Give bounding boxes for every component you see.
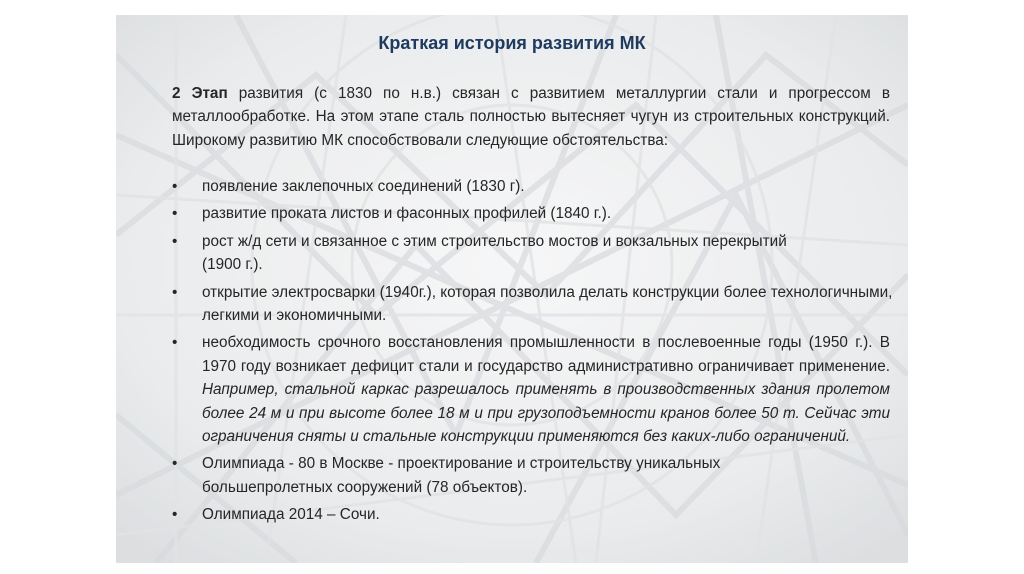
list-item-italic: Например, стальной каркас разрешалось применять в производственных здания пролетом более 24 м и при высоте более 18 м и при грузоподъемности кранов более 50 т. Сейчас эти ограничения сняты и стальные конструкции применяются без каких-либо ограничений. <box>202 381 890 446</box>
list-item <box>172 331 890 448</box>
list-item-text: появление заклепочных соединений (1830 г). <box>202 178 525 195</box>
bullet-marker: • <box>172 283 178 301</box>
intro-rest: развития (с 1830 по н.в.) связан с развитием металлургии стали и прогрессом в металлообработке. На этом этапе сталь полностью вытесняет чугун из строительных конструкций. Широкому развитию МК способствовали следующие обстоятельства: <box>172 85 890 149</box>
list-item <box>172 175 890 198</box>
list-item-text: открытие электросварки (1940г.), которая позволила делать конструкции более технологичными, легкими и экономичными. <box>202 283 893 325</box>
list-item-text: развитие проката листов и фасонных профилей (1840 г.). <box>202 205 612 223</box>
slide <box>116 15 908 563</box>
list-item-text: рост ж/д сети и связанное с этим строительство мостов и вокзальных перекрытий (1900 г.). <box>202 232 787 274</box>
bullet-marker: • <box>172 455 178 473</box>
slide-title: Краткая история развития МК <box>378 33 646 53</box>
list-item <box>172 281 902 328</box>
bullet-marker: • <box>172 178 178 195</box>
bullet-marker: • <box>172 205 178 223</box>
list-item <box>172 503 890 526</box>
intro-lead: 2 Этап <box>172 85 228 102</box>
slide-content <box>116 15 908 563</box>
intro-paragraph <box>172 82 890 152</box>
list-item-text <box>202 331 890 448</box>
bullet-list <box>172 175 893 531</box>
list-item <box>172 230 802 277</box>
bullet-marker: • <box>172 506 178 524</box>
list-item-text: Олимпиада - 80 в Москве - проектирование и строительству уникальных большепролетных сооружений (78 объектов). <box>202 455 721 496</box>
list-item <box>172 202 890 225</box>
list-item-text: Олимпиада 2014 – Сочи. <box>202 506 380 524</box>
list-item-plain: необходимость срочного восстановления промышленности в послевоенные годы (1950 г.). В 1970 году возникает дефицит стали и государство административно ограничивает применение. <box>202 334 890 375</box>
bullet-marker: • <box>172 334 178 352</box>
list-item <box>172 452 852 499</box>
bullet-marker: • <box>172 232 178 250</box>
